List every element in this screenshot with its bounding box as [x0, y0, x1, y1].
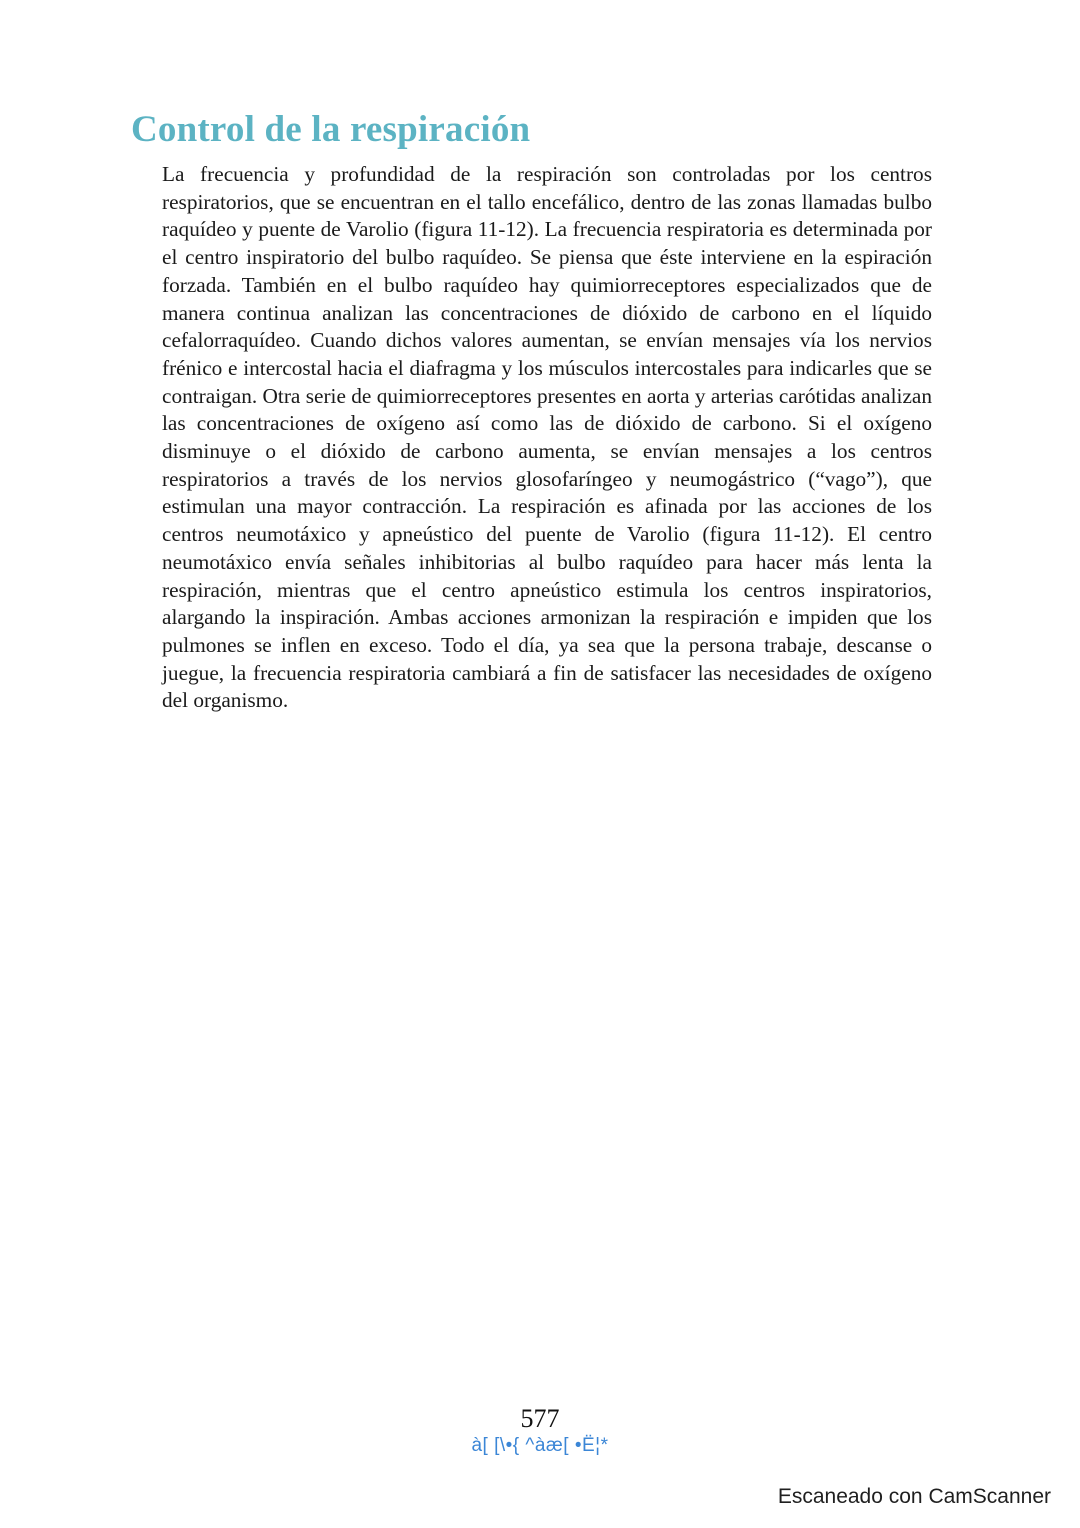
page-title: Control de la respiración [131, 109, 531, 150]
watermark-text: à[ [\•{ ^àæ[ •Ë¦* [471, 1435, 609, 1456]
camscanner-footer: Escaneado con CamScanner [777, 1485, 1051, 1508]
body-paragraph: La frecuencia y profundidad de la respiración son controladas por los centros respiratorios, que se encuentran en el tallo encefálico, dentro de las zonas llamadas bulbo raquídeo y puente de Varolio (figura 11-12). La frecuencia respiratoria es determinada por el centro inspiratorio del bulbo raquídeo. Se piensa que éste interviene en la espiración forzada. También en el bulbo raquídeo hay quimiorreceptores especializados que de manera continua analizan las concentraciones de dióxido de carbono en el líquido cefalorraquídeo. Cuando dichos valores aumentan, se envían mensajes vía los nervios frénico e intercostal hacia el diafragma y los músculos intercostales para indicarles que se contraigan. Otra serie de quimiorreceptores presentes en aorta y arterias carótidas analizan las concentraciones de oxígeno así como las de dióxido de carbono. Si el oxígeno disminuye o el dióxido de carbono aumenta, se envían mensajes a los centros respiratorios a través de los nervios glosofaríngeo y neumogástrico (“vago”), que estimulan una mayor contracción. La respiración es afinada por las acciones de los centros neumotáxico y apneústico del puente de Varolio (figura 11-12). El centro neumotáxico envía señales inhibitorias al bulbo raquídeo para hacer más lenta la respiración, mientras que el centro apneústico estimula los centros inspiratorios, alargando la inspiración. Ambas acciones armonizan la respiración e impiden que los pulmones se inflen en exceso. Todo el día, ya sea que la persona trabaje, descanse o juegue, la frecuencia respiratoria cambiará a fin de satisfacer las necesidades de oxígeno del organismo. [162, 162, 932, 713]
page-number: 577 [520, 1404, 560, 1433]
